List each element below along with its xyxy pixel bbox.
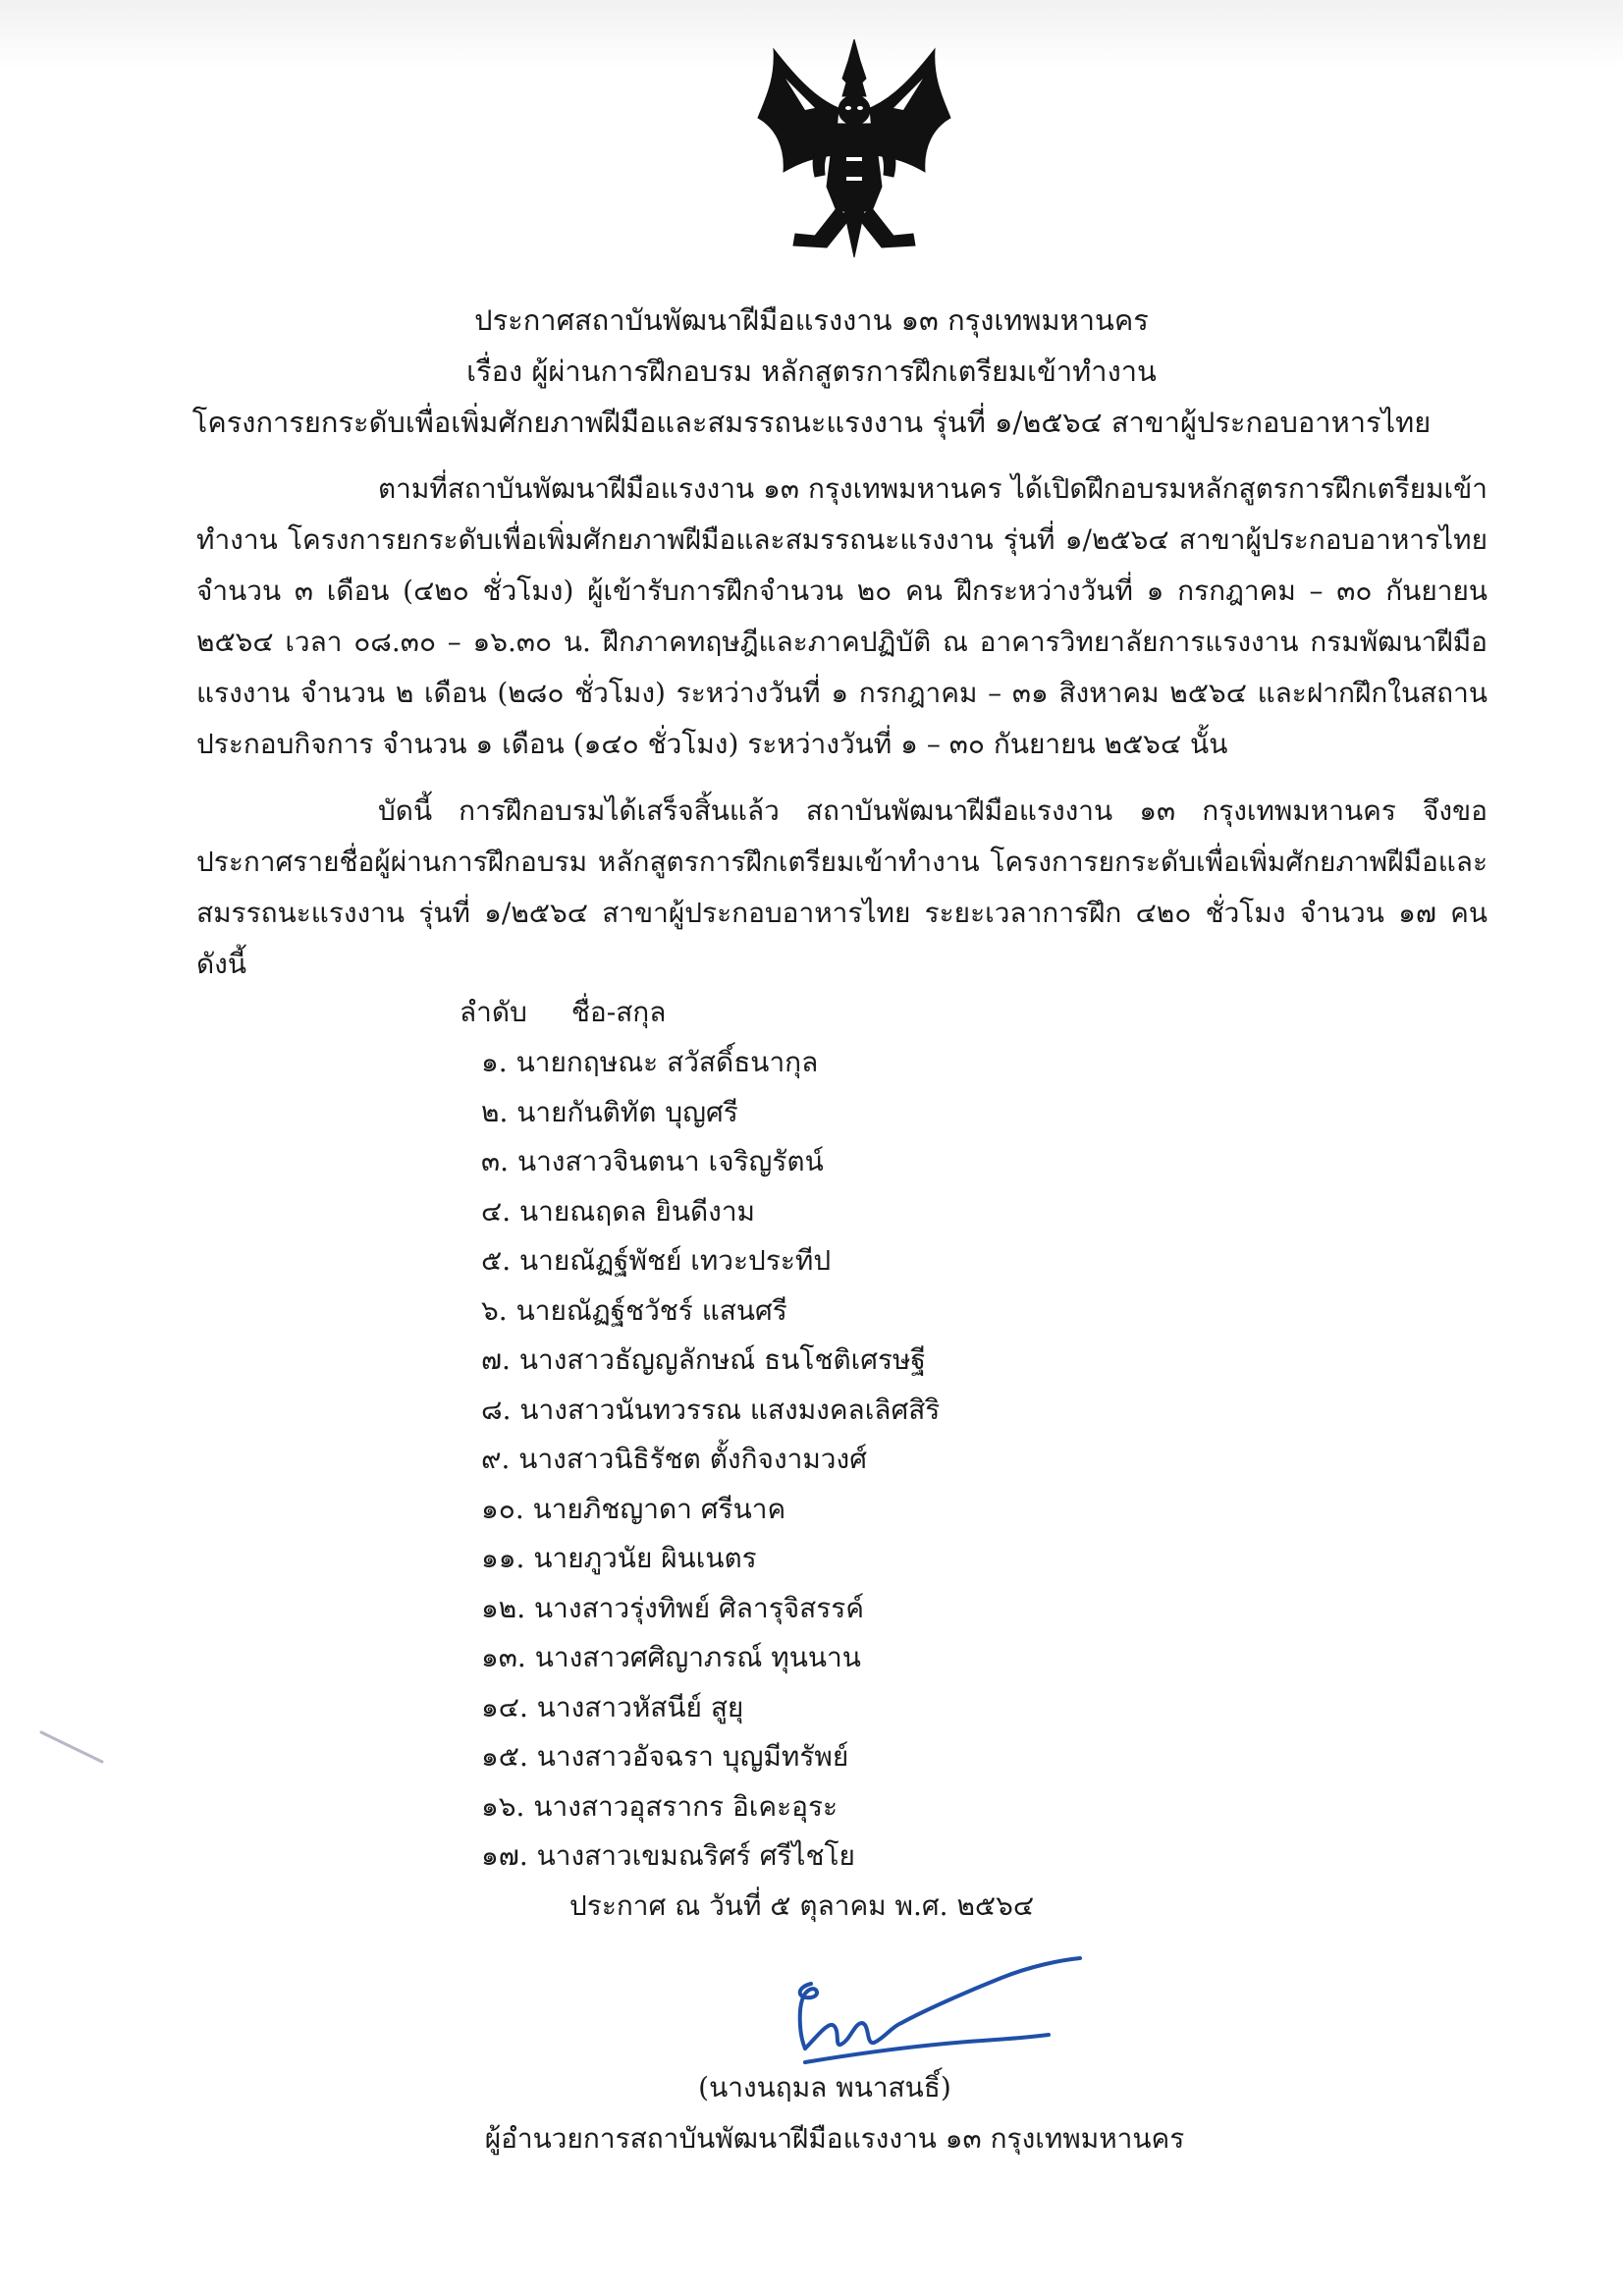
list-item: ๗. นางสาวธัญญลักษณ์ ธนโชติเศรษฐี (481, 1343, 926, 1376)
list-item: ๑๔. นางสาวหัสนีย์ สูยุ (481, 1690, 744, 1723)
list-header (452, 987, 1237, 1038)
list-item: ๑๐. นายภิชญาดา ศรีนาค (481, 1492, 786, 1525)
graduate-list (452, 987, 1237, 1882)
body-paragraph-2 (196, 786, 1488, 990)
announcement-title: ประกาศสถาบันพัฒนาฝีมือแรงงาน ๑๓ กรุงเทพมหานคร (474, 303, 1149, 337)
list-item: ๑๕. นางสาวอัจฉรา บุญมีทรัพย์ (481, 1740, 849, 1773)
list-item: ๑. นายกฤษณะ สวัสดิ์ธนากุล (481, 1046, 819, 1078)
signer-title: ผู้อำนวยการสถาบันพัฒนาฝีมือแรงงาน ๑๓ กรุงเทพมหานคร (484, 2122, 1185, 2155)
scan-mark-icon (39, 1728, 108, 1768)
list-item: ๑๗. นางสาวเขมณริศร์ ศรีไชโย (481, 1839, 855, 1872)
paragraph-2-text: บัดนี้ การฝึกอบรมได้เสร็จสิ้นแล้ว สถาบันพัฒนาฝีมือแรงงาน ๑๓ กรุงเทพมหานคร จึงขอประกาศรายชื่อผู้ผ่านการฝึกอบรม หลักสูตรการฝึกเตรียมเข้าทำงาน โครงการยกระดับเพื่อเพิ่มศักยภาพฝีมือและสมรรถนะแรงงาน รุ่นที่ ๑/๒๕๖๔ สาขาผู้ประกอบอาหารไทย ระยะเวลาการฝึก ๔๒๐ ชั่วโมง จำนวน ๑๗ คน ดังนี้ (196, 794, 1488, 980)
body-paragraph-1 (196, 464, 1488, 770)
list-item: ๑๑. นายภูวนัย ผินเนตร (481, 1542, 757, 1574)
list-item: ๘. นางสาวนันทวรรณ แสงมงคลเลิศสิริ (481, 1393, 941, 1426)
signer-name: (นางนฤมล พนาสนธิ์) (698, 2071, 951, 2104)
announcement-subject: เรื่อง ผู้ผ่านการฝึกอบรม หลักสูตรการฝึกเตรียมเข้าทำงาน (466, 355, 1157, 388)
column-name: ชื่อ-สกุล (570, 996, 667, 1028)
list-item: ๕. นายณัฏฐ์พัชย์ เทวะประทีป (481, 1244, 832, 1277)
list-item: ๒. นายกันติทัต บุญศรี (481, 1095, 738, 1128)
list-item: ๑๒. นางสาวรุ่งทิพย์ ศิลารุจิสรรค์ (481, 1591, 865, 1624)
paragraph-1-text: ตามที่สถาบันพัฒนาฝีมือแรงงาน ๑๓ กรุงเทพมหานคร ได้เปิดฝึกอบรมหลักสูตรการฝึกเตรียมเข้าทำงาน โครงการยกระดับเพื่อเพิ่มศักยภาพฝีมือและสมรรถนะแรงงาน รุ่นที่ ๑/๒๕๖๔ สาขาผู้ประกอบอาหารไทย จำนวน ๓ เดือน (๔๒๐ ชั่วโมง) ผู้เข้ารับการฝึกจำนวน ๒๐ คน ฝึกระหว่างวันที่ ๑ กรกฎาคม – ๓๐ กันยายน ๒๕๖๔ เวลา ๐๘.๓๐ – ๑๖.๓๐ น. ฝึกภาคทฤษฎีและภาคปฏิบัติ ณ อาคารวิทยาลัยการแรงงาน กรมพัฒนาฝีมือแรงงาน จำนวน ๒ เดือน (๒๘๐ ชั่วโมง) ระหว่างวันที่ ๑ กรกฎาคม – ๓๑ สิงหาคม ๒๕๖๔ และฝากฝึกในสถานประกอบกิจการ จำนวน ๑ เดือน (๑๔๐ ชั่วโมง) ระหว่างวันที่ ๑ – ๓๐ กันยายน ๒๕๖๔ นั้น (196, 472, 1488, 760)
announcement-date: ประกาศ ณ วันที่ ๕ ตุลาคม พ.ศ. ๒๕๖๔ (569, 1889, 1035, 1922)
column-order: ลำดับ (460, 996, 527, 1028)
garuda-emblem-icon (756, 39, 952, 260)
list-item: ๔. นายณฤดล ยินดีงาม (481, 1194, 756, 1228)
list-item: ๓. นางสาวจินตนา เจริญรัตน์ (481, 1145, 824, 1177)
announcement-project: โครงการยกระดับเพื่อเพิ่มศักยภาพฝีมือและสมรรถนะแรงงาน รุ่นที่ ๑/๒๕๖๔ สาขาผู้ประกอบอาหารไทย (191, 406, 1432, 439)
list-item: ๖. นายณัฏฐ์ชวัชร์ แสนศรี (481, 1293, 787, 1327)
list-item: ๙. นางสาวนิธิรัชต ตั้งกิจงามวงศ์ (481, 1443, 867, 1475)
list-item: ๑๖. นางสาวอุสรากร อิเคะอุระ (481, 1789, 839, 1823)
list-item: ๑๓. นางสาวศศิญาภรณ์ ทุนนาน (481, 1641, 861, 1673)
